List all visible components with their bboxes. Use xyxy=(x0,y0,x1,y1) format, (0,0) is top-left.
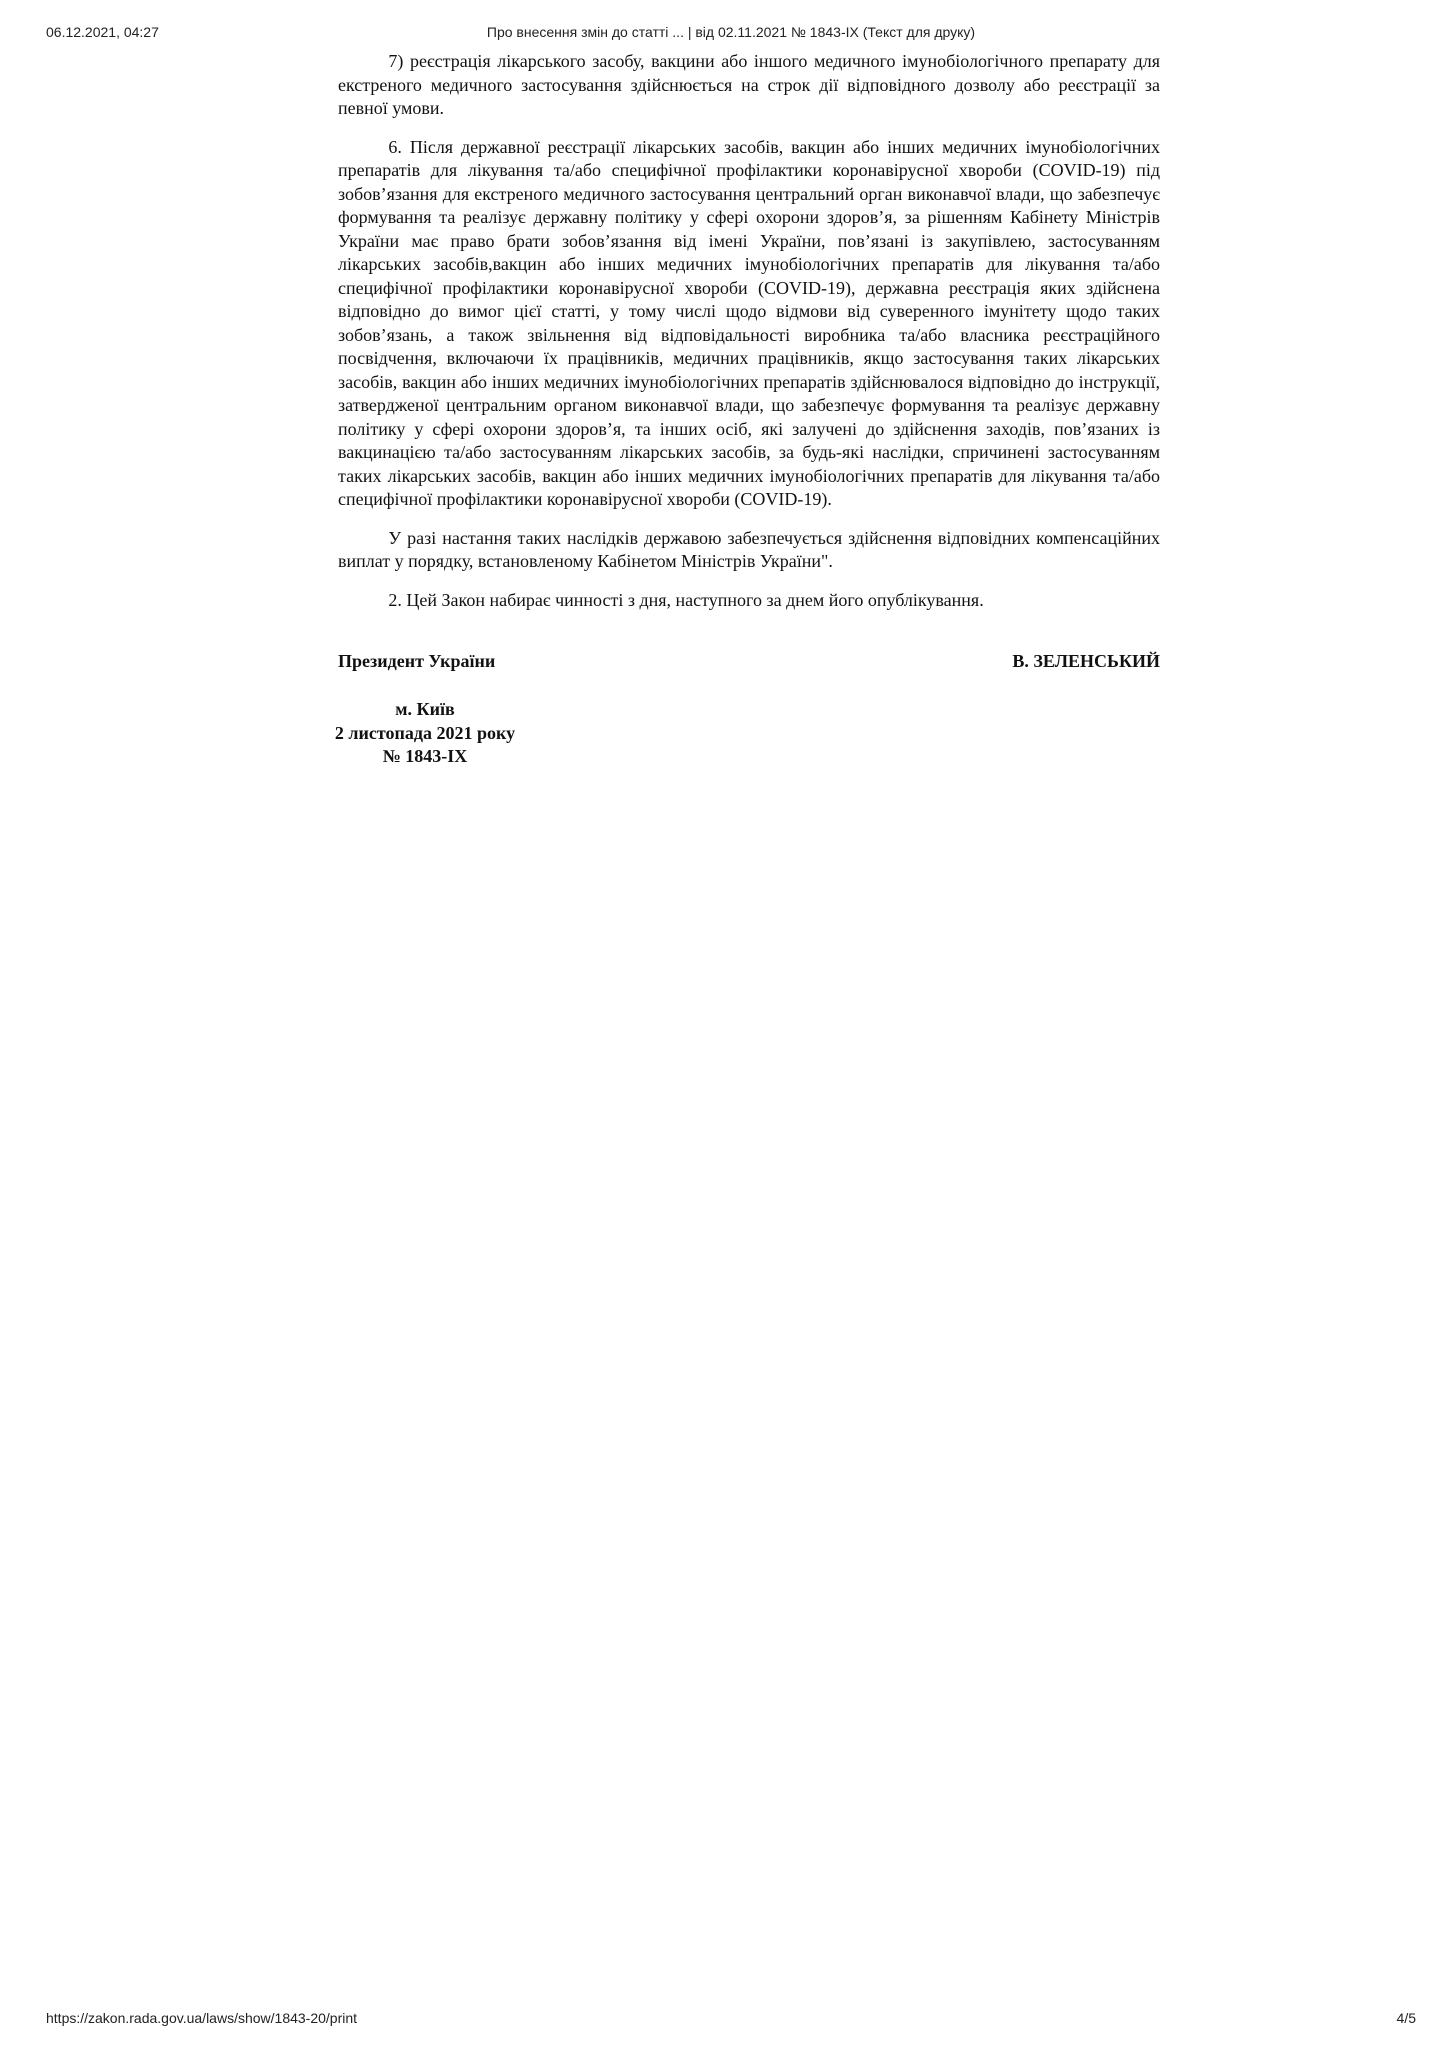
law-text xyxy=(334,50,1160,769)
signatory-name: В. ЗЕЛЕНСЬКИЙ xyxy=(1012,651,1160,671)
paragraph-entry-into-force: 2. Цей Закон набирає чинності з дня, наступного за днем його опублікування. xyxy=(388,589,984,610)
place-date-block xyxy=(320,698,530,769)
print-datetime: 06.12.2021, 04:27 xyxy=(46,24,159,40)
page-number: 4/5 xyxy=(1396,2010,1416,2026)
print-header xyxy=(46,24,1416,44)
paragraph-section-6: 6. Після державної реєстрації лікарських засобів, вакцин або інших медичних імунобіологічних препаратів для лікування та/або специфічної профілактики коронавірусної хвороби (COVID-19) під зобов’язання для екстреного медичного застосування центральний орган виконавчої влади, що забезпечує формування та реалізує державну політику у сфері охорони здоров’я, за рішенням Кабінету Міністрів України має право брати зобов’язання від імені України, пов’язані із закупівлею, застосуванням лікарських засобів,вакцин або інших медичних імунобіологічних препаратів для лікування та/або специфічної профілактики коронавірусної хвороби (COVID-19), державна реєстрація яких здійснена відповідно до вимог цієї статті, у тому числі щодо відмови від суверенного імунітету щодо таких зобов’язань, а також звільнення від відповідальності виробника та/або власника реєстраційного посвідчення, включаючи їх працівників, медичних працівників, якщо застосування таких лікарських засобів, вакцин або інших медичних імунобіологічних препаратів здійснювалося відповідно до інструкції, затвердженої центральним органом виконавчої влади, що забезпечує формування та реалізує державну політику у сфері охорони здоров’я, та інших осіб, які залучені до здійснення заходів, пов’язаних із вакцинацією та/або застосуванням лікарських засобів, за будь-які наслідки, спричинені застосуванням таких лікарських засобів, вакцин або інших медичних імунобіологічних препаратів для лікування та/або специфічної профілактики коронавірусної хвороби (COVID-19). xyxy=(338,136,1160,509)
adoption-date: 2 листопада 2021 року xyxy=(334,722,516,743)
document-title: Про внесення змін до статті ... | від 02.11.2021 № 1843-IX (Текст для друку) xyxy=(486,24,976,40)
print-footer xyxy=(46,2010,1416,2030)
paragraph-compensation: У разі настання таких наслідків державою забезпечується здійснення відповідних компенсаційних виплат у порядку, встановленому Кабінетом Міністрів України". xyxy=(338,527,1160,571)
source-url: https://zakon.rada.gov.ua/laws/show/1843-20/print xyxy=(46,2010,358,2026)
signatory-position: Президент України xyxy=(338,651,496,671)
city: м. Київ xyxy=(395,699,455,719)
law-number: № 1843-IX xyxy=(382,746,468,766)
signature-block xyxy=(338,650,1160,674)
paragraph-item-7: 7) реєстрація лікарського засобу, вакцини або іншого медичного імунобіологічного препарату для екстреного медичного застосування здійснюється на строк дії відповідного дозволу або реєстрації за певної умови. xyxy=(338,51,1160,118)
